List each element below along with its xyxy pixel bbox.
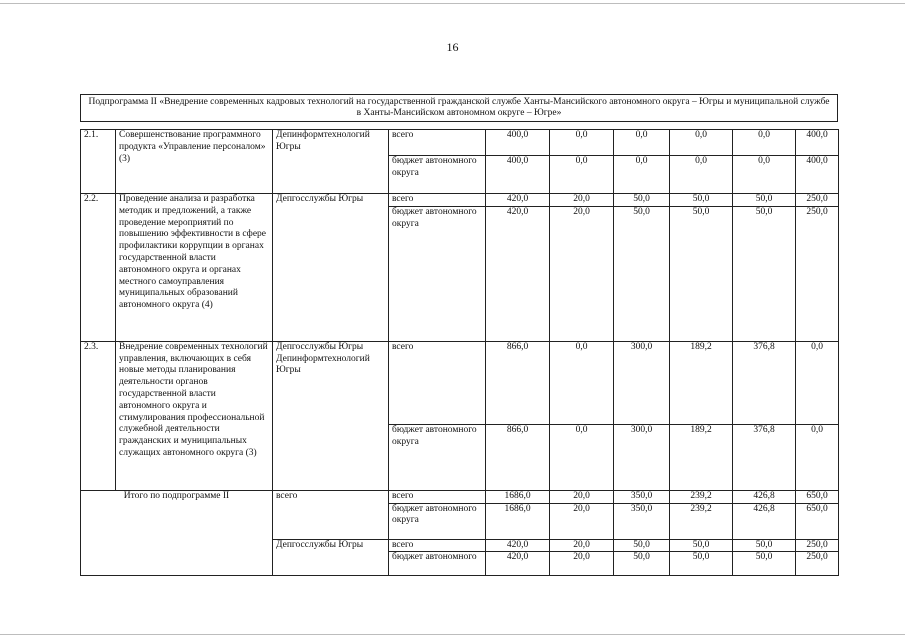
executor: всего [273,490,389,539]
value-2020: 250,0 [796,194,839,207]
value-2016: 0,0 [550,156,614,194]
executor: Депгосслужбы Югры Депинформтехнологий Югры [273,341,389,490]
value-2019: 50,0 [733,539,796,552]
value-2016: 20,0 [550,539,614,552]
source: бюджет автономного [389,552,486,576]
table-row [81,194,839,207]
value-2020: 250,0 [796,539,839,552]
value-2019: 376,8 [733,424,796,490]
value-2016: 0,0 [550,424,614,490]
value-2016: 0,0 [550,130,614,156]
row-number: 2.3. [81,341,116,490]
source: бюджет автономного округа [389,206,486,341]
value-total: 420,0 [486,194,550,207]
value-2018: 189,2 [670,341,733,424]
value-2019: 426,8 [733,490,796,503]
value-total: 400,0 [486,156,550,194]
value-total: 866,0 [486,341,550,424]
value-2016: 20,0 [550,503,614,539]
table-row [81,341,839,424]
value-2020: 250,0 [796,552,839,576]
value-2018: 50,0 [670,552,733,576]
value-2017: 0,0 [614,156,670,194]
value-2018: 50,0 [670,194,733,207]
value-2019: 426,8 [733,503,796,539]
value-2017: 350,0 [614,503,670,539]
value-2019: 50,0 [733,194,796,207]
executor: Депинформтехнологий Югры [273,130,389,194]
value-2018: 189,2 [670,424,733,490]
value-2018: 239,2 [670,490,733,503]
value-2019: 0,0 [733,130,796,156]
value-2018: 0,0 [670,130,733,156]
row-number: 2.1. [81,130,116,194]
value-2016: 20,0 [550,194,614,207]
value-2017: 0,0 [614,130,670,156]
value-2016: 0,0 [550,341,614,424]
source: всего [389,130,486,156]
value-2017: 300,0 [614,424,670,490]
source: бюджет автономного округа [389,156,486,194]
value-2020: 400,0 [796,130,839,156]
table-row [81,130,839,156]
measure-name: Совершенствование программного продукта «Управление персоналом» (3) [116,130,273,194]
value-2018: 239,2 [670,503,733,539]
value-2017: 350,0 [614,490,670,503]
value-2018: 50,0 [670,206,733,341]
value-2020: 650,0 [796,503,839,539]
value-2020: 400,0 [796,156,839,194]
value-2019: 0,0 [733,156,796,194]
executor: Депгосслужбы Югры [273,539,389,576]
value-2020: 0,0 [796,424,839,490]
measure-name: Внедрение современных технологий управления, включающих в себя новые методы планирования деятельности органов государственной власти автономного округа и стимулирования профессиональной служебной деятельности гражданских и муниципальных служащих автономного округа (3) [116,341,273,490]
value-2016: 20,0 [550,552,614,576]
row-number: 2.2. [81,194,116,342]
scan-edge-bottom [0,634,905,635]
value-2019: 376,8 [733,341,796,424]
value-2018: 50,0 [670,539,733,552]
table-row [81,490,839,503]
source: всего [389,194,486,207]
value-total: 1686,0 [486,490,550,503]
value-2020: 650,0 [796,490,839,503]
value-total: 420,0 [486,552,550,576]
source: бюджет автономного округа [389,503,486,539]
value-2016: 20,0 [550,490,614,503]
value-2017: 50,0 [614,194,670,207]
value-2020: 250,0 [796,206,839,341]
value-total: 400,0 [486,130,550,156]
source: всего [389,539,486,552]
source: всего [389,341,486,424]
subprogram-title: Подпрограмма II «Внедрение современных кадровых технологий на государственной гражданской службе Ханты-Мансийского автономного округа – Югры и муниципальной службе в Ханты-Мансийском автономном округе – Югре» [80,94,838,122]
value-total: 420,0 [486,206,550,341]
value-2017: 50,0 [614,552,670,576]
value-2016: 20,0 [550,206,614,341]
scan-edge-top [0,3,905,4]
value-total: 420,0 [486,539,550,552]
source: бюджет автономного округа [389,424,486,490]
page-number: 16 [446,40,459,54]
value-2018: 0,0 [670,156,733,194]
value-2017: 50,0 [614,539,670,552]
value-2020: 0,0 [796,341,839,424]
value-total: 866,0 [486,424,550,490]
budget-table [80,129,839,576]
value-2019: 50,0 [733,206,796,341]
value-2019: 50,0 [733,552,796,576]
measure-name: Проведение анализа и разработка методик и предложений, а также проведение мероприятий по повышению эффективности в сфере профилактики коррупции в органах государственной власти автономного округа и органах местного самоуправления муниципальных образований автономного округа (4) [116,194,273,342]
source: всего [389,490,486,503]
value-2017: 50,0 [614,206,670,341]
value-2017: 300,0 [614,341,670,424]
value-total: 1686,0 [486,503,550,539]
total-label: Итого по подпрограмме II [81,490,273,576]
executor: Депгосслужбы Югры [273,194,389,342]
